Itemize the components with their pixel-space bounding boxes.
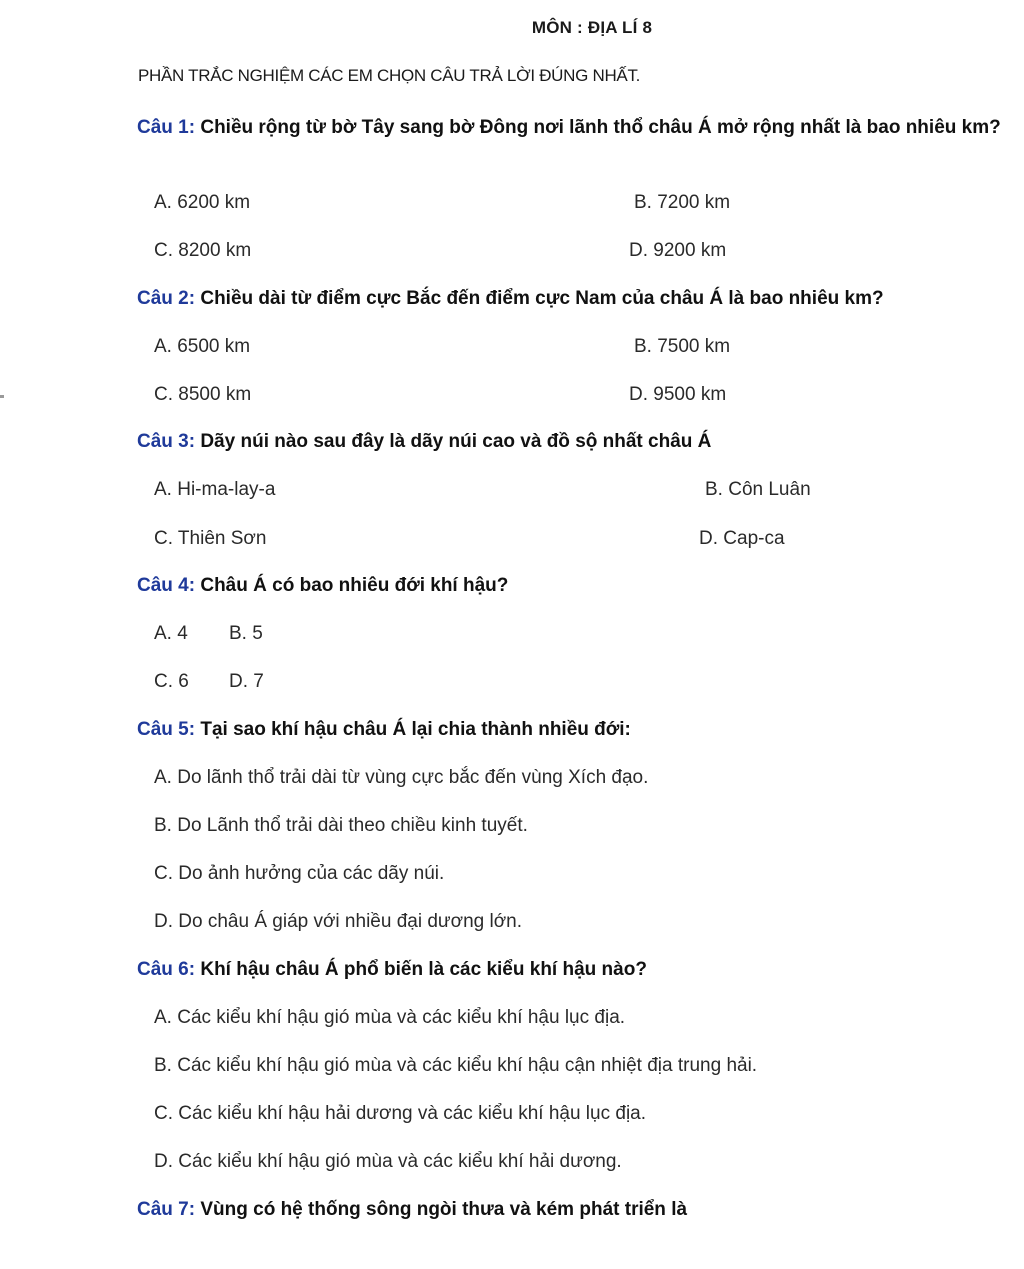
option-3c: C. Thiên Sơn [154,528,267,549]
option-6c: C. Các kiểu khí hậu hải dương và các kiểu khí hậu lục địa. [154,1103,647,1124]
question-text: Vùng có hệ thống sông ngòi thưa và kém phát triển là [195,1199,688,1220]
option-4d: D. 7 [229,671,264,692]
question-text: Dãy núi nào sau đây là dãy núi cao và đồ sộ nhất châu Á [195,431,712,452]
question-label: Câu 4: [137,575,196,596]
option-5d: D. Do châu Á giáp với nhiều đại dương lớn. [154,911,523,932]
option-1c: C. 8200 km [154,240,252,261]
instruction-text: PHẦN TRẮC NGHIỆM CÁC EM CHỌN CÂU TRẢ LỜI ĐÚNG NHẤT. [138,66,641,85]
question-label: Câu 6: [137,959,196,980]
question-label: Câu 1: [137,117,196,138]
option-6d: D. Các kiểu khí hậu gió mùa và các kiểu khí hải dương. [154,1151,622,1172]
page-title: MÔN : ĐỊA LÍ 8 [531,18,653,37]
question-4 [137,571,1007,601]
question-text: Chiều rộng từ bờ Tây sang bờ Đông nơi lãnh thổ châu Á mở rộng nhất là bao nhiêu km? [195,117,1001,138]
question-5 [137,715,1007,745]
question-label: Câu 7: [137,1199,196,1220]
option-2b: B. 7500 km [634,336,731,357]
question-text: Khí hậu châu Á phổ biến là các kiểu khí hậu nào? [195,959,647,980]
question-7 [137,1195,1007,1225]
option-2d: D. 9500 km [629,384,727,405]
option-4a: A. 4 [154,623,188,644]
option-4b: B. 5 [229,623,263,644]
question-label: Câu 5: [137,719,196,740]
question-label: Câu 2: [137,288,196,309]
option-1b: B. 7200 km [634,192,731,213]
question-text: Châu Á có bao nhiêu đới khí hậu? [195,575,509,596]
question-3 [137,427,1007,457]
option-4c: C. 6 [154,671,189,692]
option-5b: B. Do Lãnh thổ trải dài theo chiều kinh tuyết. [154,815,528,836]
option-2a: A. 6500 km [154,336,251,357]
question-text: Tại sao khí hậu châu Á lại chia thành nhiều đới: [195,719,631,740]
option-6a: A. Các kiểu khí hậu gió mùa và các kiểu khí hậu lục địa. [154,1007,626,1028]
option-1a: A. 6200 km [154,192,251,213]
option-2c: C. 8500 km [154,384,252,405]
question-2 [137,284,1007,314]
question-text: Chiều dài từ điểm cực Bắc đến điểm cực Nam của châu Á là bao nhiêu km? [195,288,884,309]
option-5a: A. Do lãnh thổ trải dài từ vùng cực bắc đến vùng Xích đạo. [154,767,649,788]
question-6 [137,955,1007,985]
option-5c: C. Do ảnh hưởng của các dãy núi. [154,863,445,884]
option-3a: A. Hi-ma-lay-a [154,479,276,500]
page-edge-mark [0,395,4,398]
option-1d: D. 9200 km [629,240,727,261]
option-6b: B. Các kiểu khí hậu gió mùa và các kiểu khí hậu cận nhiệt địa trung hải. [154,1055,758,1076]
option-3d: D. Cap-ca [699,528,785,549]
option-3b: B. Côn Luân [705,479,811,500]
question-1 [137,113,1007,143]
question-label: Câu 3: [137,431,196,452]
